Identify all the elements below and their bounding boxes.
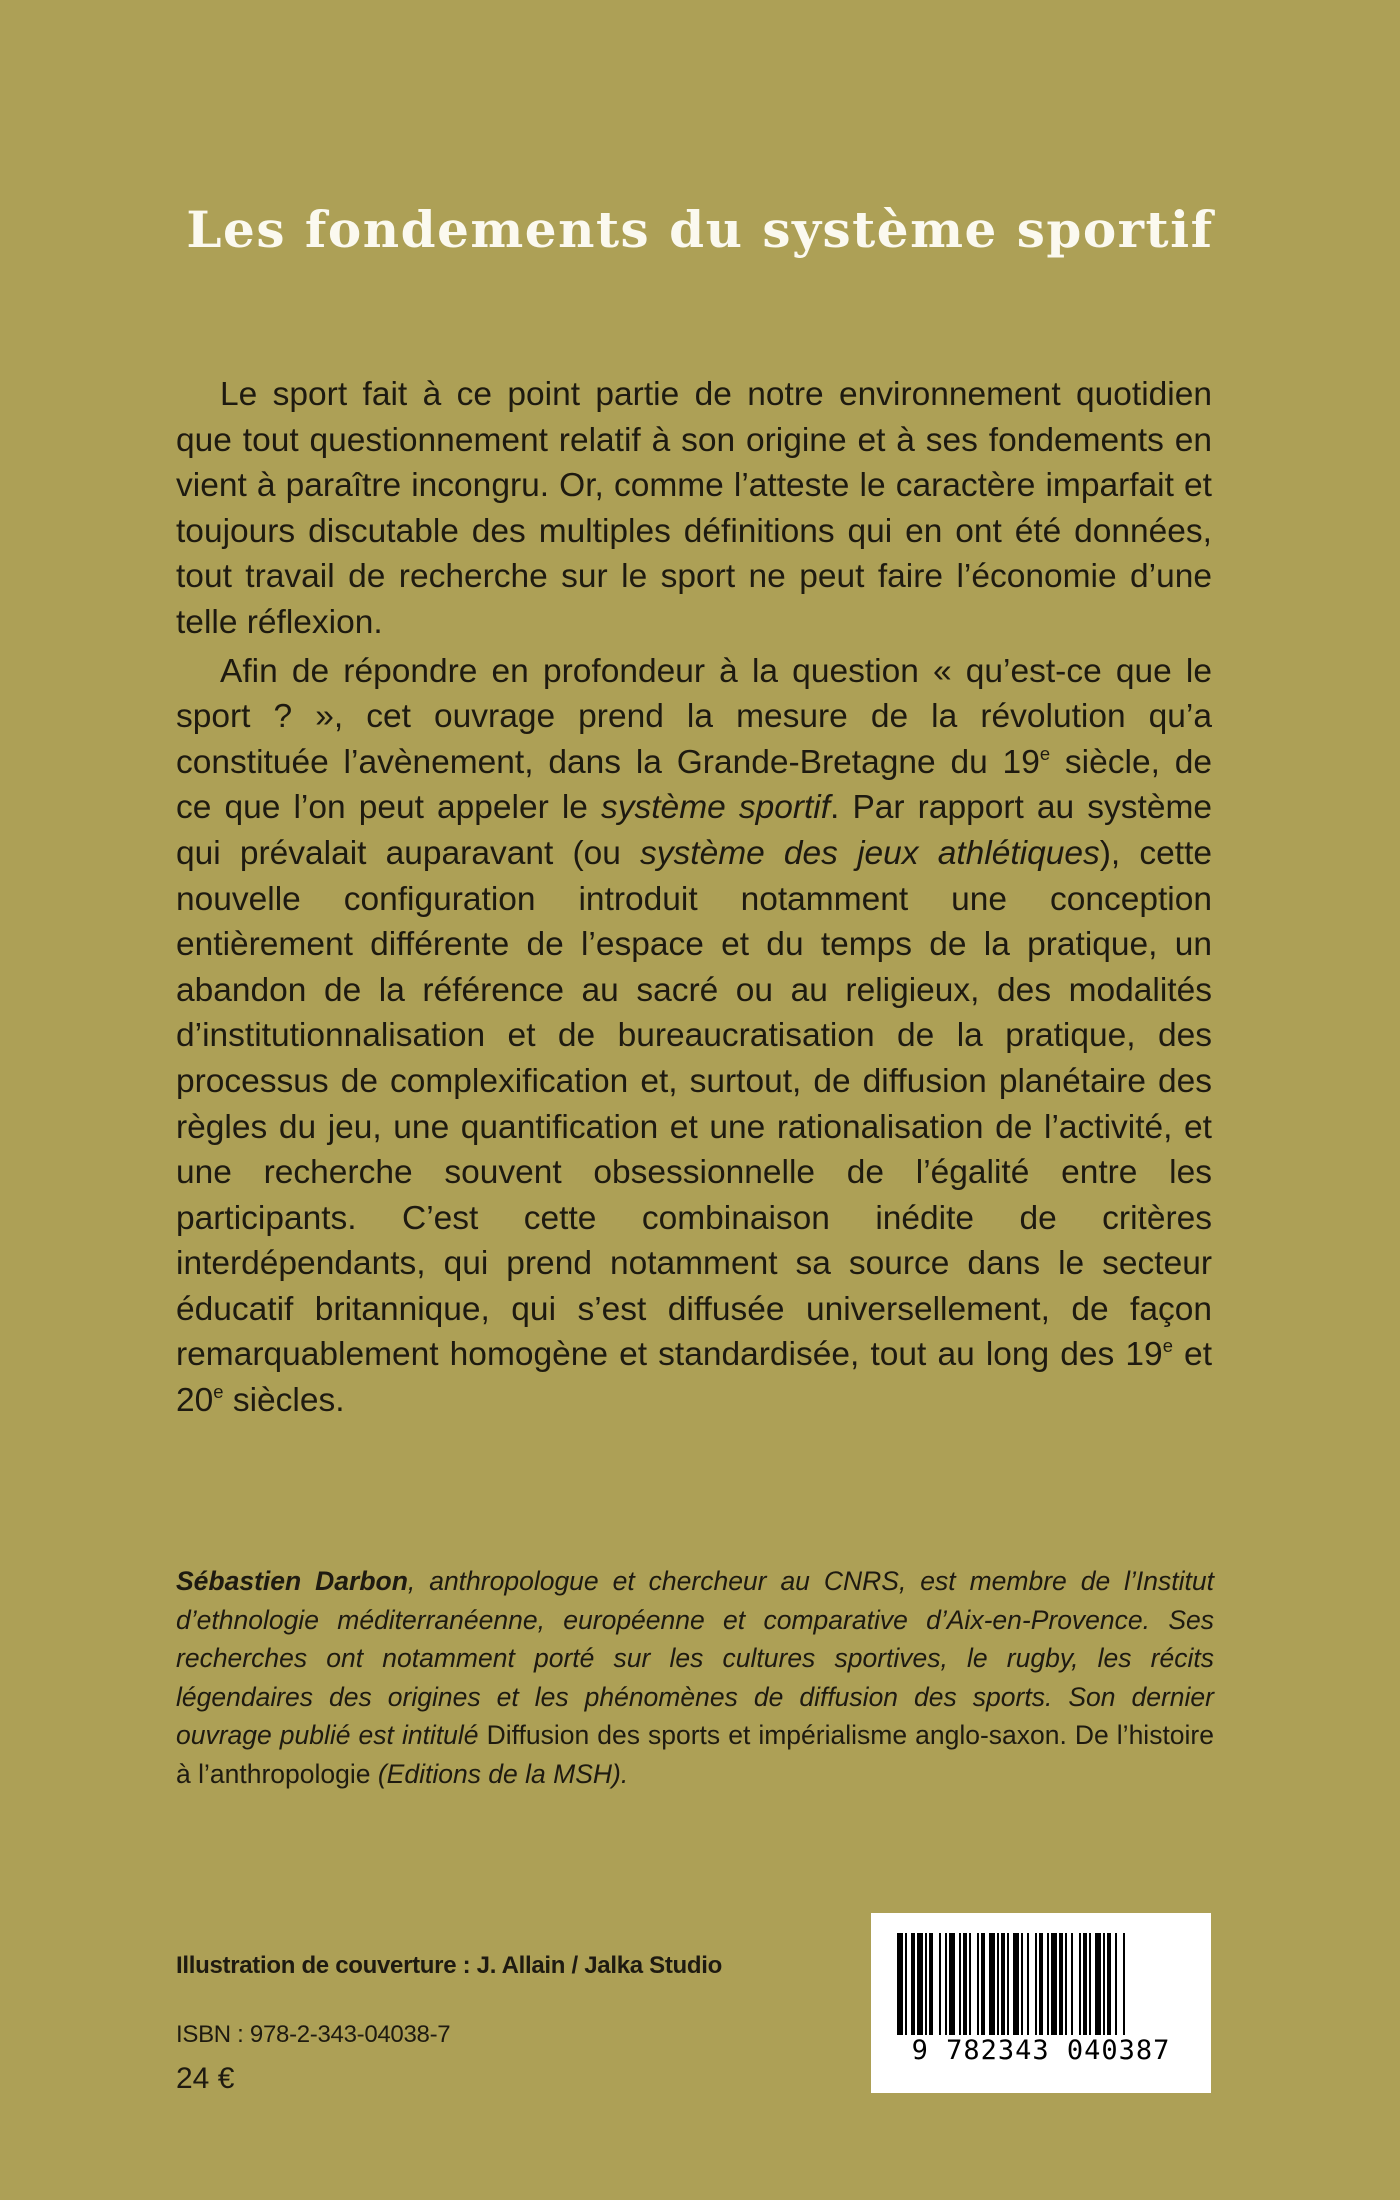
isbn: ISBN : 978-2-343-04038-7 [176, 2021, 451, 2048]
barcode-bar [981, 1933, 985, 2035]
barcode-bar [1079, 1933, 1081, 2035]
blurb [176, 372, 1212, 1427]
barcode-bar [939, 1933, 941, 2035]
barcode-bar [1021, 1933, 1023, 2035]
barcode-bar [1065, 1933, 1067, 2035]
barcode-bar [929, 1933, 933, 2035]
barcode-bar [1115, 1933, 1117, 2035]
blurb-text: siècle, de ce que l’on peut appeler le [176, 743, 1212, 827]
barcode-bar [969, 1933, 971, 2035]
blurb-text: . Par rapport au système qui prévalait auparavant (ou [176, 789, 1212, 872]
barcode-bar [925, 1933, 927, 2035]
blurb-text: siècles. [223, 1382, 345, 1420]
barcode-bar [1071, 1933, 1073, 2035]
barcode-bar [1095, 1933, 1101, 2035]
author-name: Sébastien Darbon [176, 1566, 408, 1596]
superscript: e [1162, 1335, 1173, 1357]
superscript: e [1039, 742, 1051, 764]
barcode-bar [1035, 1933, 1037, 2035]
blurb-paragraph-2 [176, 649, 1212, 1424]
barcode-bar [897, 1933, 903, 2035]
barcode-bar [949, 1933, 955, 2035]
author-bio-publisher: (Editions de la MSH). [370, 1758, 629, 1789]
blurb-text: ), cette nouvelle configuration introduit notamment une conception entièrement différente de l’espace et du temps de la pratique, un abandon de la référence au sacré ou au religieux, des modalités d’institutionnalisation et de bureaucratisation de la pratique, des processus de complexification et, surtout, de diffusion planétaire des règles du jeu, une quantification et une rationalisation de l’activité, et une recherche souvent obsessionnelle de l’égalité entre les participants. C’est cette combinaison inédite de critères interdépendants, qui prend notamment sa source dans le secteur éducatif britannique, qui s’est diffusée universellement, de façon remarquablement homogène et standardisée, tout au long des 19 [176, 834, 1213, 1374]
author-bio-text: , anthropologue et chercheur au CNRS, est membre de l’Institut d’ethnologie méditerranéenne, européenne et comparative d’Aix-en-Provence. Ses recherches ont notamment porté sur les cultures sportives, le rugby, les récits légendaires des origines et les phénomènes de diffusion des sports. Son dernier ouvrage publié est intitulé [176, 1566, 1214, 1750]
barcode-bar [911, 1933, 915, 2035]
barcode-bar [1051, 1933, 1057, 2035]
blurb-text: Afin de répondre en profondeur à la question « qu’est-ce que le sport ? », cet ouvrage prend la mesure de la révolution qu’a constituée l’avènement, dans la Grande-Bretagne du 19 [176, 652, 1212, 781]
barcode-bar [1089, 1933, 1091, 2035]
barcode-bar [1083, 1933, 1087, 2035]
barcode-bar [963, 1933, 967, 2035]
blurb-paragraph-1: Le sport fait à ce point partie de notre environnement quotidien que tout questionnement relatif à son origine et à ses fondements en vient à paraître incongru. Or, comme l’atteste le caractère imparfait et toujours discutable des multiples définitions qui en ont été données, tout travail de recherche sur le sport ne peut faire l’économie d’une telle réflexion. [176, 376, 1212, 641]
barcode-bar [945, 1933, 947, 2035]
superscript: e [213, 1381, 224, 1403]
blurb-text: et 20 [176, 1336, 1212, 1420]
barcode-digits: 9 782343 040387 [911, 2035, 1171, 2066]
barcode-bar [977, 1933, 979, 2035]
barcode-bar [1027, 1933, 1029, 2035]
barcode [871, 1913, 1211, 2093]
barcode-bar [1013, 1933, 1019, 2035]
barcode-bar [1039, 1933, 1043, 2035]
barcode-bar [917, 1933, 923, 2035]
barcode-bar [1059, 1933, 1063, 2035]
barcode-bar [959, 1933, 961, 2035]
emphasis-jeux-athletiques: système des jeux athlétiques [640, 834, 1100, 872]
barcode-bar [997, 1933, 999, 2035]
author-book-title: Diffusion des sports et impérialisme anglo-saxon. De l’histoire à l’anthropologie [176, 1720, 1214, 1789]
barcode-bar [989, 1933, 995, 2035]
price: 24 € [176, 2062, 235, 2095]
barcode-bars [897, 1933, 1185, 2035]
barcode-bar [1001, 1933, 1005, 2035]
emphasis-systeme-sportif: système sportif [601, 789, 831, 827]
author-bio [176, 1562, 1214, 1793]
barcode-bar [1103, 1933, 1105, 2035]
barcode-bar [905, 1933, 907, 2035]
illustration-credit: Illustration de couverture : J. Allain / Jalka Studio [176, 1952, 723, 1979]
book-title: Les fondements du système sportif [186, 200, 1214, 259]
barcode-bar [1007, 1933, 1009, 2035]
barcode-bar [1123, 1933, 1125, 2035]
barcode-bar [1047, 1933, 1049, 2035]
barcode-bar [1107, 1933, 1111, 2035]
